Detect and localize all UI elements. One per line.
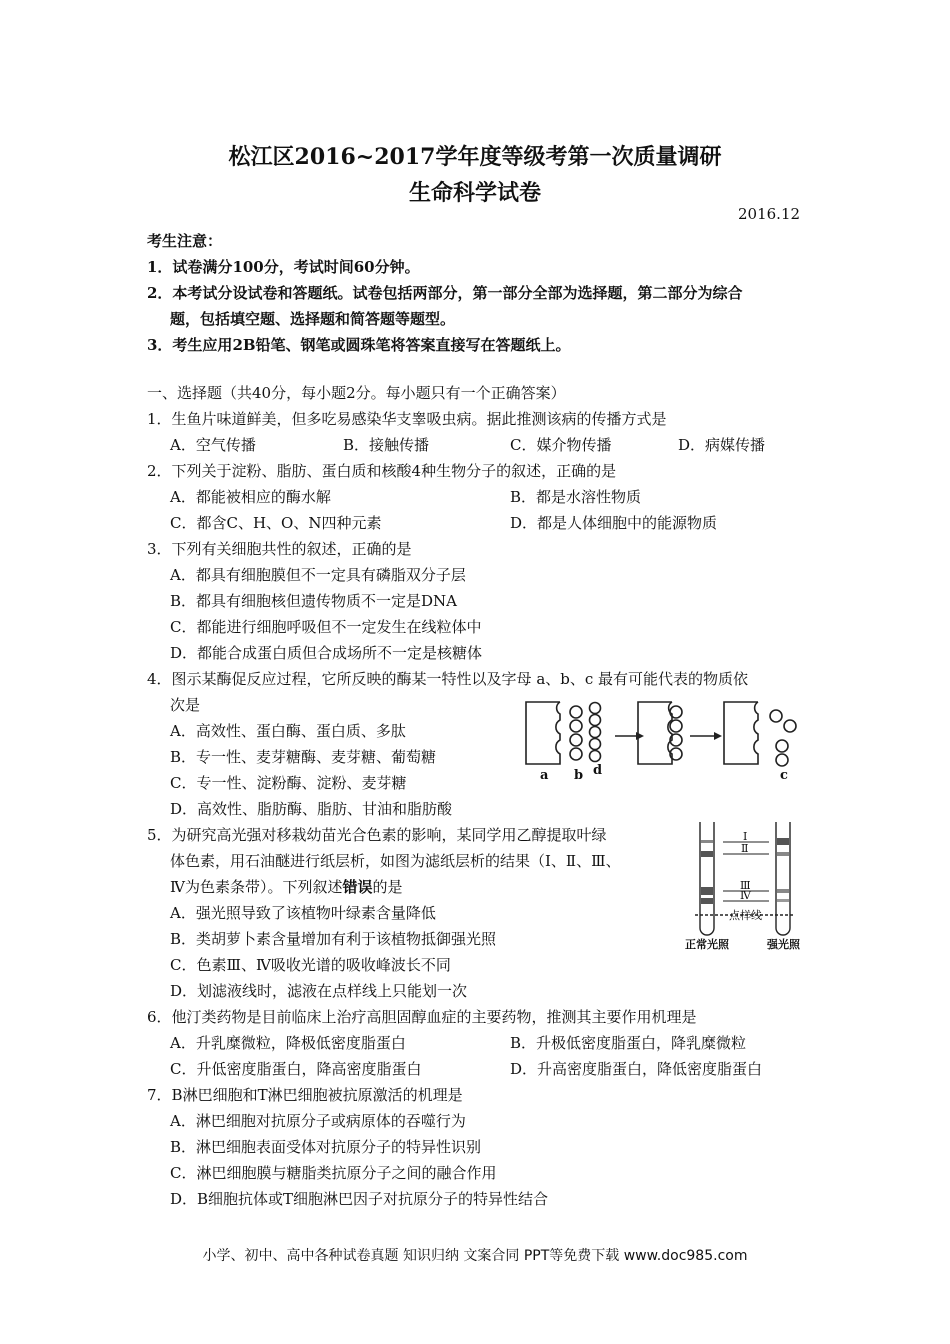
- q5-option-a: A．强光照导致了该植物叶绿素含量降低: [170, 904, 436, 922]
- q2-option-b: B．都是水溶性物质: [510, 488, 642, 506]
- q5-stem: 5．为研究高光强对移栽幼苗光合色素的影响，某同学用乙醇提取叶绿: [147, 826, 607, 844]
- q4-stem: 4．图示某酶促反应过程，它所反映的酶某一特性以及字母 a、b、c 最有可能代表的物质依: [147, 670, 749, 688]
- fig-label-d: d: [593, 763, 603, 778]
- q3-option-d: D．都能合成蛋白质但合成场所不一定是核糖体: [170, 644, 483, 662]
- q6-option-a: A．升乳糜微粒，降极低密度脂蛋白: [170, 1034, 406, 1052]
- q6-option-b: B．升极低密度脂蛋白，降乳糜微粒: [510, 1034, 747, 1052]
- q3-option-a: A．都具有细胞膜但不一定具有磷脂双分子层: [170, 566, 466, 584]
- q4-option-c: C．专一性、淀粉酶、淀粉、麦芽糖: [170, 774, 407, 792]
- notice-item: 题，包括填空题、选择题和简答题等题型。: [170, 310, 456, 328]
- notice-label: 考生注意：: [147, 232, 223, 250]
- band-label-III: Ⅲ: [740, 879, 751, 892]
- band-label-IV: Ⅳ: [740, 889, 751, 902]
- q2-option-c: C．都含C、H、O、N四种元素: [170, 514, 382, 532]
- notice-item: 3．考生应用2B铅笔、钢笔或圆珠笔将答案直接写在答题纸上。: [147, 336, 571, 354]
- exam-date: 2016.12: [738, 205, 801, 223]
- q6-option-d: D．升高密度脂蛋白，降低密度脂蛋白: [510, 1060, 763, 1078]
- band-label-II: Ⅱ: [741, 842, 749, 855]
- q4-stem-cont: 次是: [170, 696, 201, 714]
- q3-option-c: C．都能进行细胞呼吸但不一定发生在线粒体中: [170, 618, 482, 636]
- q3-option-b: B．都具有细胞核但遗传物质不一定是DNA: [170, 592, 458, 610]
- q7-option-c: C．淋巴细胞膜与糖脂类抗原分子之间的融合作用: [170, 1164, 497, 1182]
- enzyme-shape: [526, 702, 560, 764]
- q1-option-b: B．接触传播: [343, 436, 430, 454]
- strong-light-label: 强光照: [767, 938, 800, 951]
- arrow-icon: [636, 732, 644, 740]
- q1-option-d: D．病媒传播: [678, 436, 766, 454]
- fig-label-a: a: [540, 768, 549, 782]
- enzyme-reaction-figure: [520, 700, 810, 782]
- q7-option-d: D．B细胞抗体或T细胞淋巴因子对抗原分子的特异性结合: [170, 1190, 549, 1208]
- q1-option-c: C．媒介物传播: [510, 436, 612, 454]
- fig-label-b: b: [574, 768, 584, 782]
- notice-item: 2．本考试分设试卷和答题纸。试卷包括两部分，第一部分全部为选择题，第二部分为综合: [147, 284, 743, 302]
- q1-stem: 1．生鱼片味道鲜美，但多吃易感染华支睾吸虫病。据此推测该病的传播方式是: [147, 410, 667, 428]
- q4-option-b: B．专一性、麦芽糖酶、麦芽糖、葡萄糖: [170, 748, 437, 766]
- notice-item: 1．试卷满分100分，考试时间60分钟。: [147, 258, 420, 276]
- arrow-icon: [714, 732, 722, 740]
- exam-title: 松江区2016~2017学年度等级考第一次质量调研: [228, 144, 722, 170]
- emphasis-text: 错误: [342, 878, 373, 896]
- q2-option-d: D．都是人体细胞中的能源物质: [510, 514, 718, 532]
- section-title: 一、选择题（共40分，每小题2分。每小题只有一个正确答案）: [147, 384, 566, 402]
- normal-light-label: 正常光照: [685, 938, 729, 951]
- q1-option-a: A．空气传播: [170, 436, 256, 454]
- chromatography-figure: [685, 820, 815, 956]
- spot-line-label: 点样线: [729, 909, 762, 922]
- fig-label-c: c: [780, 768, 788, 782]
- q7-option-b: B．淋巴细胞表面受体对抗原分子的特异性识别: [170, 1138, 482, 1156]
- band-label-I: Ⅰ: [743, 830, 748, 843]
- q4-option-a: A．高效性、蛋白酶、蛋白质、多肽: [170, 722, 406, 740]
- q5-stem-cont: 体色素，用石油醚进行纸层析，如图为滤纸层析的结果（Ⅰ、Ⅱ、Ⅲ、: [170, 852, 621, 870]
- page-footer: 小学、初中、高中各种试卷真题 知识归纳 文案合同 PPT等免费下载 www.doc985.com: [202, 1248, 748, 1264]
- q5-stem-cont2: Ⅳ为色素条带）。下列叙述错误的是: [170, 878, 403, 896]
- q4-option-d: D．高效性、脂肪酶、脂肪、甘油和脂肪酸: [170, 800, 453, 818]
- q3-stem: 3．下列有关细胞共性的叙述，正确的是: [147, 540, 412, 558]
- q2-stem: 2．下列关于淀粉、脂肪、蛋白质和核酸4种生物分子的叙述，正确的是: [147, 462, 617, 480]
- q7-option-a: A．淋巴细胞对抗原分子或病原体的吞噬行为: [170, 1112, 466, 1130]
- exam-subtitle: 生命科学试卷: [408, 180, 541, 206]
- q2-option-a: A．都能被相应的酶水解: [170, 488, 331, 506]
- q5-option-c: C．色素Ⅲ、Ⅳ吸收光谱的吸收峰波长不同: [170, 956, 451, 974]
- paper-strip-normal: [700, 822, 714, 935]
- q7-stem: 7．B淋巴细胞和T淋巴细胞被抗原激活的机理是: [147, 1086, 463, 1104]
- q5-option-b: B．类胡萝卜素含量增加有利于该植物抵御强光照: [170, 930, 497, 948]
- q6-option-c: C．升低密度脂蛋白，降高密度脂蛋白: [170, 1060, 422, 1078]
- q5-option-d: D．划滤液线时，滤液在点样线上只能划一次: [170, 982, 468, 1000]
- q6-stem: 6．他汀类药物是目前临床上治疗高胆固醇血症的主要药物，推测其主要作用机理是: [147, 1008, 697, 1026]
